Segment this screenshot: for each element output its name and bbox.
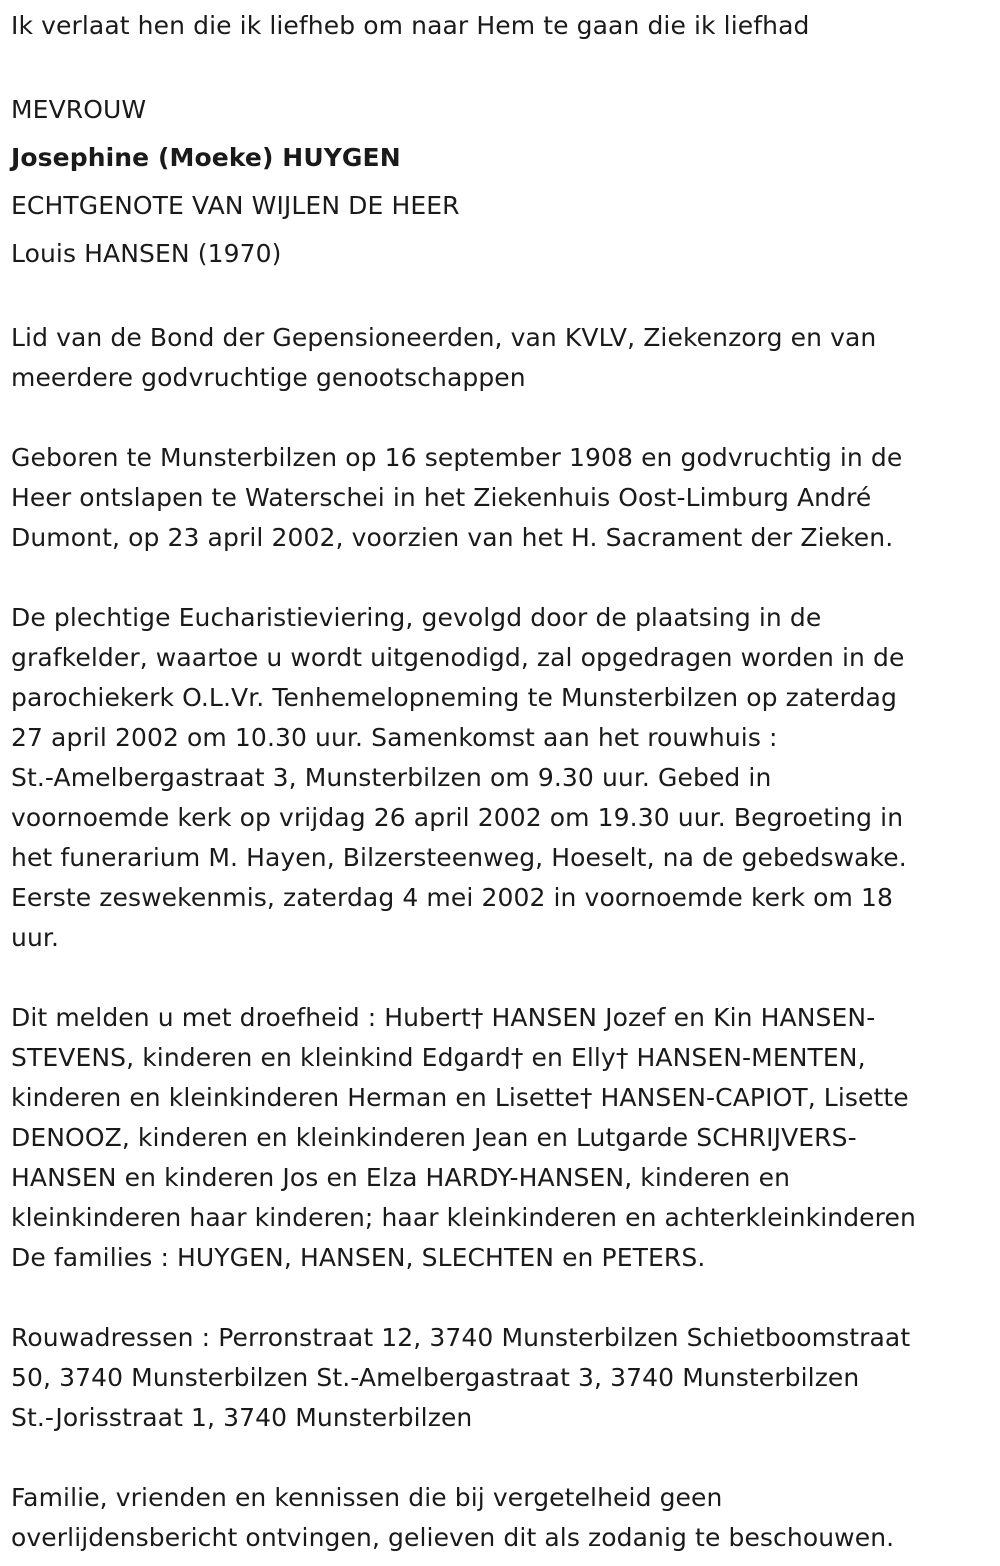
ceremony-line: St.-Amelbergastraat 3, Munsterbilzen om 9.30 uur. Gebed in [11,763,772,792]
ceremony-line: De plechtige Eucharistieviering, gevolgd door de plaatsing in de [11,603,822,632]
motto-text: Ik verlaat hen die ik liefheb om naar Hem te gaan die ik liefhad [11,11,810,40]
family-line: kleinkinderen haar kinderen; haar kleinkinderen en achterkleinkinderen [11,1203,916,1232]
address-line: St.-Jorisstraat 1, 3740 Munsterbilzen [11,1403,473,1432]
membership-line: Lid van de Bond der Gepensioneerden, van KVLV, Ziekenzorg en van [11,323,877,352]
spouse-text: Louis HANSEN (1970) [11,239,282,268]
ceremony-line: parochiekerk O.L.Vr. Tenhemelopneming te Munsterbilzen op zaterdag [11,683,897,712]
ceremony-line: 27 april 2002 om 10.30 uur. Samenkomst aan het rouwhuis : [11,723,778,752]
ceremony-line: voornoemde kerk op vrijdag 26 april 2002 om 19.30 uur. Begroeting in [11,803,904,832]
spacer [11,278,991,318]
ceremony-line: het funerarium M. Hayen, Bilzersteenweg, Hoeselt, na de gebedswake. [11,843,907,872]
family-line: STEVENS, kinderen en kleinkind Edgard† en Elly† HANSEN-MENTEN, [11,1043,866,1072]
closing-line: Familie, vrienden en kennissen die bij vergetelheid geen [11,1483,723,1512]
obituary-notice [11,0,991,1558]
birth-death-line: Geboren te Munsterbilzen op 16 september 1908 en godvruchtig in de [11,443,903,472]
title-text: MEVROUW [11,95,147,124]
closing-line: overlijdensbericht ontvingen, gelieven dit als zodanig te beschouwen. [11,1523,895,1552]
address-line: Rouwadressen : Perronstraat 12, 3740 Munsterbilzen Schietboomstraat [11,1323,911,1352]
ceremony-line: uur. [11,923,60,952]
spacer [11,398,991,438]
birth-death-line: Dumont, op 23 april 2002, voorzien van het H. Sacrament der Zieken. [11,523,894,552]
family-line: HANSEN en kinderen Jos en Elza HARDY-HANSEN, kinderen en [11,1163,791,1192]
family-line: DENOOZ, kinderen en kleinkinderen Jean en Lutgarde SCHRIJVERS- [11,1123,857,1152]
spacer [11,558,991,598]
spacer [11,1438,991,1478]
relation-text: ECHTGENOTE VAN WIJLEN DE HEER [11,191,460,220]
deceased-name: Josephine (Moeke) HUYGEN [11,143,401,172]
ceremony-line: Eerste zeswekenmis, zaterdag 4 mei 2002 in voornoemde kerk om 18 [11,883,894,912]
ceremony-line: grafkelder, waartoe u wordt uitgenodigd, zal opgedragen worden in de [11,643,905,672]
spacer [11,958,991,998]
family-line: Dit melden u met droefheid : Hubert† HANSEN Jozef en Kin HANSEN- [11,1003,876,1032]
family-line: kinderen en kleinkinderen Herman en Lisette† HANSEN-CAPIOT, Lisette [11,1083,909,1112]
spacer [11,1278,991,1318]
address-line: 50, 3740 Munsterbilzen St.-Amelbergastraat 3, 3740 Munsterbilzen [11,1363,860,1392]
birth-death-line: Heer ontslapen te Waterschei in het Ziekenhuis Oost-Limburg André [11,483,872,512]
family-line: De families : HUYGEN, HANSEN, SLECHTEN en PETERS. [11,1243,706,1272]
membership-line: meerdere godvruchtige genootschappen [11,363,526,392]
spacer [11,46,991,86]
